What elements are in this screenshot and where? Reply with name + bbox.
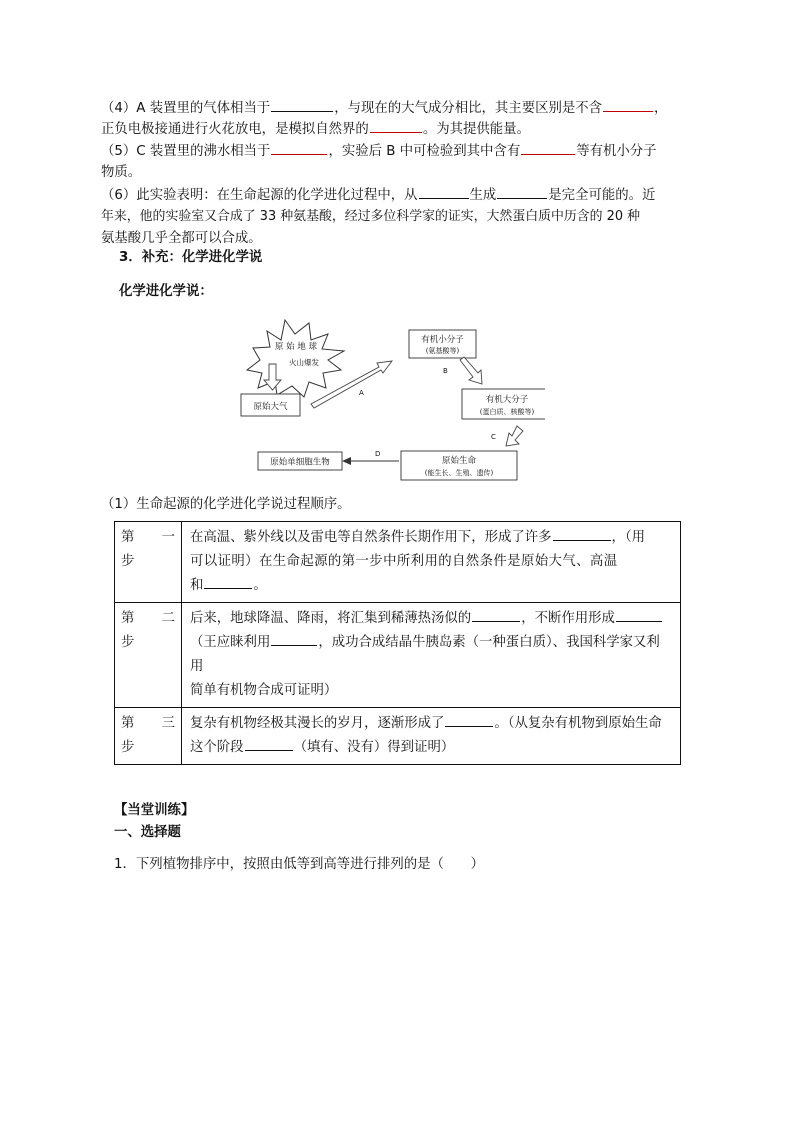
single-cell-label: 原始单细胞生物: [270, 457, 330, 468]
q4-line-2: [101, 118, 691, 141]
q6-blank-1[interactable]: [419, 184, 469, 199]
q4-blank-1[interactable]: [271, 97, 333, 112]
primitive-life-sub: (能生长、生殖、遗传): [424, 469, 494, 477]
arrow-d-icon: [342, 457, 351, 465]
step-2-head: [115, 603, 182, 708]
section-3-title: 3．补充：化学进化学说: [119, 250, 263, 265]
cell-text: 后来，地球降温、降雨，将汇集到稀薄热汤似的: [190, 611, 472, 626]
cell-text: ，不断作用形成: [521, 611, 615, 626]
q5-text: （5）C 装置里的沸水相当于: [101, 144, 271, 159]
choice-section-title: 一、选择题: [114, 825, 181, 840]
cell-text: （填有、没有）得到证明）: [293, 740, 455, 755]
step-head-text: 第 二: [121, 611, 175, 626]
q4-text: ，: [654, 101, 668, 116]
q6-text: 氨基酸几乎全都可以合成。: [101, 231, 262, 246]
q5-text: 物质。: [101, 165, 142, 180]
earth-label: 原 始 地 球: [274, 342, 318, 352]
step-head-text: 步: [121, 635, 135, 650]
q5-blank-1[interactable]: [271, 140, 327, 155]
cell-text: 这个阶段: [190, 740, 244, 755]
q6-text: （6）此实验表明：在生命起源的化学进化过程中，从: [101, 188, 418, 203]
chemical-evolution-diagram: [225, 318, 545, 483]
step-head-text: 第 三: [121, 716, 175, 731]
q5-text: 等有机小分子: [576, 144, 657, 159]
q6-text: 年来，他的实验室又合成了 33 种氨基酸，经过多位科学家的证实，大然蛋白质中历含的 20 种: [101, 209, 641, 224]
cell-text: ，（用: [611, 530, 646, 545]
q5-blank-2[interactable]: [521, 140, 575, 155]
cell-text: 简单有机物合成可证明）: [190, 683, 338, 698]
q4-blank-3[interactable]: [370, 118, 422, 133]
arrow-b-label: B: [443, 367, 448, 375]
q4-line-1: [101, 97, 691, 120]
q4-text: 。为其提供能量。: [422, 122, 530, 137]
q1-intro: （1）生命起源的化学进化学说过程顺序。: [101, 497, 351, 512]
choice-question-1: 1．下列植物排序中，按照由低等到高等进行排列的是（ ）: [114, 857, 485, 872]
cell-text: 。: [253, 578, 267, 593]
step-3-blank-2[interactable]: [245, 736, 293, 751]
q4-text: ，与现在的大气成分相比，其主要区别是不含: [334, 101, 603, 116]
table-row: [115, 522, 681, 603]
small-molecule-sub: (氨基酸等): [425, 347, 460, 355]
volcano-label: 火山爆发: [289, 358, 319, 367]
cell-text: 和: [190, 578, 204, 593]
q4-text: （4）A 装置里的气体相当于: [101, 101, 271, 116]
evolution-steps-table: [114, 521, 681, 765]
cell-text: 可以证明）在生命起源的第一步中所利用的自然条件是原始大气、高温: [190, 554, 618, 569]
small-molecule-label: 有机小分子: [421, 335, 464, 345]
step-3-blank-1[interactable]: [445, 712, 493, 727]
q6-text: 是完全可能的。近: [548, 188, 656, 203]
cell-text: （王应睐利用: [190, 635, 271, 650]
arrow-b-icon: [460, 357, 482, 384]
q5-line-1: [101, 140, 691, 163]
arrow-d-label: D: [375, 450, 381, 458]
q4-blank-2[interactable]: [603, 97, 653, 112]
atmosphere-label: 原始大气: [253, 402, 288, 412]
cell-text: 在高温、紫外线以及雷电等自然条件长期作用下，形成了许多: [190, 530, 552, 545]
q5-line-2: [101, 162, 691, 184]
step-head-text: 步: [121, 740, 135, 755]
step-1-head: [115, 522, 182, 603]
step-2-blank-3[interactable]: [271, 631, 317, 646]
cell-text: ，成功合成结晶牛胰岛素（一种蛋白质）、我国科学家又利用: [190, 635, 660, 674]
q6-line-1: [101, 184, 691, 207]
large-molecule-sub: (蛋白质、核酸等): [479, 408, 535, 416]
step-3-head: [115, 708, 182, 765]
large-molecule-label: 有机大分子: [485, 395, 529, 405]
cell-text: 。（从复杂有机物到原始生命: [494, 716, 662, 731]
step-1-blank-2[interactable]: [204, 574, 252, 589]
table-row: [115, 603, 681, 708]
q6-text: 生成: [469, 188, 497, 203]
arrow-c-icon: [506, 426, 523, 446]
step-head-text: 步: [121, 554, 135, 569]
q6-line-2: [101, 206, 691, 228]
step-1-body: [182, 522, 681, 603]
section-3-subtitle: 化学进化学说：: [119, 284, 213, 299]
step-3-body: [182, 708, 681, 765]
step-1-blank-1[interactable]: [553, 526, 611, 541]
primitive-life-label: 原始生命: [441, 456, 477, 466]
q5-text: ，实验后 B 中可检验到其中含有: [328, 144, 521, 159]
arrow-a-label: A: [359, 389, 364, 397]
arrow-c-label: C: [491, 433, 496, 441]
practice-title: 【当堂训练】: [114, 803, 195, 818]
cell-text: 复杂有机物经极其漫长的岁月，逐渐形成了: [190, 716, 445, 731]
step-2-body: [182, 603, 681, 708]
table-row: [115, 708, 681, 765]
step-head-text: 第 一: [121, 530, 175, 545]
q6-blank-2[interactable]: [497, 184, 547, 199]
step-2-blank-2[interactable]: [616, 607, 662, 622]
q4-text: 正负电极接通进行火花放电，是模拟自然界的: [101, 122, 369, 137]
step-2-blank-1[interactable]: [472, 607, 520, 622]
